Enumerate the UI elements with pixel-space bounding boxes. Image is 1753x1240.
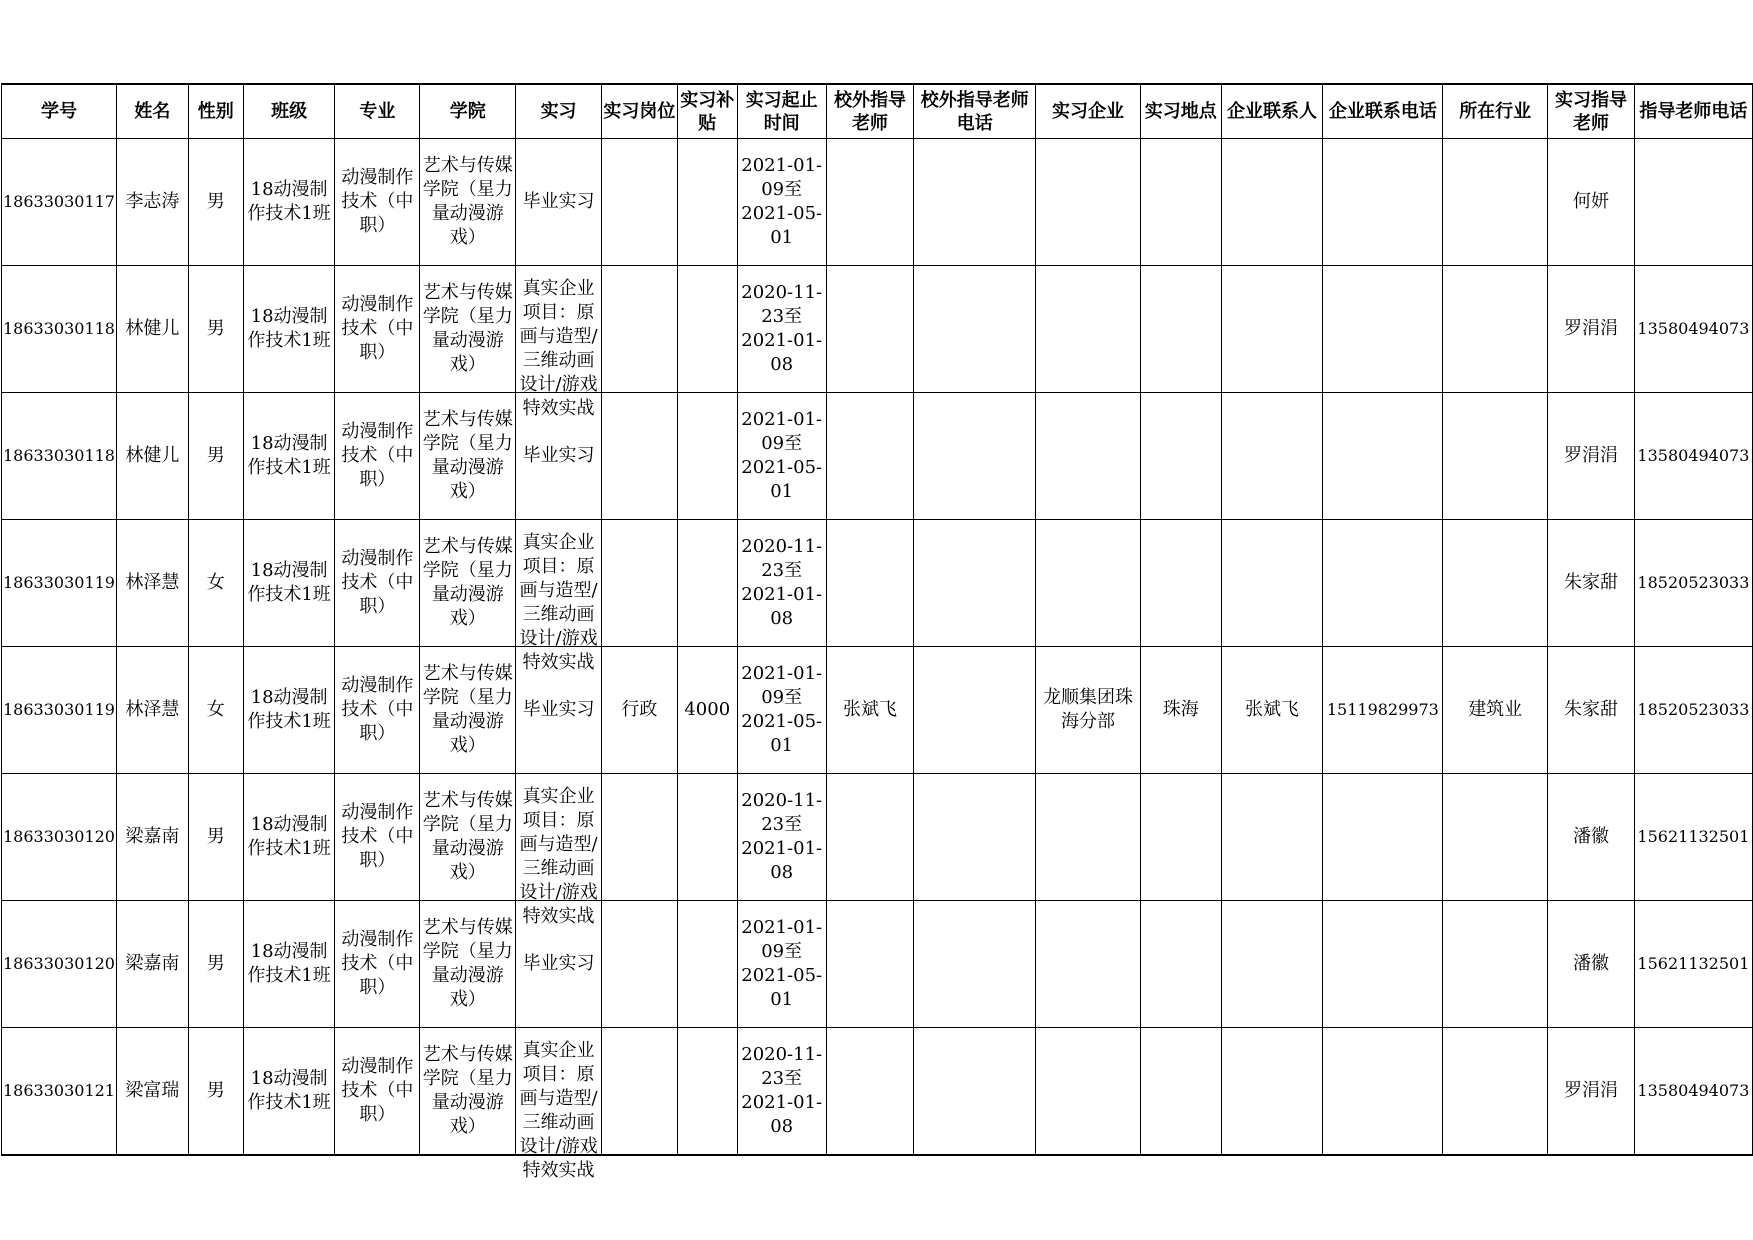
column-header-position: 实习岗位 — [601, 84, 677, 139]
cell-college — [420, 139, 516, 266]
cell-text: 行政 — [621, 699, 658, 720]
cell-text: 动漫制作技术（中职） — [341, 929, 414, 998]
column-header-ext_teacher: 校外指导老师 — [826, 84, 914, 139]
cell-contact-phone — [1323, 520, 1443, 647]
cell-major — [335, 1028, 420, 1155]
cell-teacher — [1548, 901, 1635, 1028]
table-row — [2, 901, 1753, 1028]
cell-text: 15621132501 — [1637, 954, 1750, 973]
table-row — [2, 1028, 1753, 1155]
cell-teacher-phone — [1634, 139, 1752, 266]
cell-subsidy — [677, 647, 737, 774]
cell-text: 13580494073 — [1637, 446, 1750, 465]
cell-text: 毕业实习 — [522, 953, 595, 974]
cell-text: 罗涓涓 — [1563, 445, 1618, 466]
cell-subsidy — [677, 520, 737, 647]
cell-subsidy — [677, 393, 737, 520]
cell-text: 潘徽 — [1572, 826, 1609, 847]
cell-text: 男 — [206, 445, 225, 466]
column-header-subsidy: 实习补贴 — [677, 84, 737, 139]
cell-teacher-phone — [1634, 901, 1752, 1028]
cell-teacher — [1548, 520, 1635, 647]
cell-industry — [1443, 393, 1548, 520]
cell-major — [335, 266, 420, 393]
cell-text: 林泽慧 — [125, 699, 180, 720]
cell-period — [737, 1028, 826, 1155]
cell-text: 2021-01-09至2021-05-01 — [741, 917, 823, 1010]
cell-company — [1036, 647, 1141, 774]
cell-ext-teacher — [826, 901, 914, 1028]
cell-text: 18动漫制作技术1班 — [247, 560, 331, 605]
cell-teacher-phone — [1634, 774, 1752, 901]
cell-text: 朱家甜 — [1563, 572, 1618, 593]
cell-text: 李志涛 — [125, 191, 180, 212]
cell-text: 毕业实习 — [522, 699, 595, 720]
cell-period — [737, 901, 826, 1028]
cell-location — [1140, 774, 1221, 901]
cell-text: 真实企业项目：原画与造型/三维动画设计/游戏特效实战 — [519, 278, 598, 419]
cell-ext-phone — [914, 393, 1036, 520]
cell-period — [737, 266, 826, 393]
cell-location — [1140, 139, 1221, 266]
table-row — [2, 393, 1753, 520]
cell-ext-teacher — [826, 1028, 914, 1155]
cell-company — [1036, 1028, 1141, 1155]
cell-class — [243, 901, 335, 1028]
cell-contact-phone — [1323, 774, 1443, 901]
cell-id — [2, 647, 117, 774]
cell-company — [1036, 520, 1141, 647]
cell-text: 15621132501 — [1637, 827, 1750, 846]
cell-industry — [1443, 1028, 1548, 1155]
cell-class — [243, 393, 335, 520]
column-header-ext_phone: 校外指导老师电话 — [914, 84, 1036, 139]
cell-college — [420, 774, 516, 901]
cell-text: 18633030120 — [3, 827, 115, 846]
cell-text: 罗涓涓 — [1563, 318, 1618, 339]
cell-text: 真实企业项目：原画与造型/三维动画设计/游戏特效实战 — [519, 786, 598, 927]
cell-text: 男 — [206, 953, 225, 974]
cell-text: 15119829973 — [1326, 700, 1439, 719]
cell-text: 珠海 — [1162, 699, 1199, 720]
cell-location — [1140, 393, 1221, 520]
cell-text: 18633030118 — [3, 319, 115, 338]
cell-text: 男 — [206, 191, 225, 212]
cell-text: 4000 — [684, 699, 731, 720]
column-header-period: 实习起止时间 — [737, 84, 826, 139]
cell-teacher — [1548, 393, 1635, 520]
cell-text: 男 — [206, 318, 225, 339]
cell-text: 18动漫制作技术1班 — [247, 814, 331, 859]
cell-text: 动漫制作技术（中职） — [341, 802, 414, 871]
cell-id — [2, 774, 117, 901]
cell-name — [116, 1028, 188, 1155]
cell-position — [601, 901, 677, 1028]
cell-position — [601, 647, 677, 774]
cell-text: 张斌飞 — [843, 699, 898, 720]
table-row — [2, 139, 1753, 266]
cell-gender — [188, 520, 243, 647]
column-header-gender: 性别 — [188, 84, 243, 139]
cell-college — [420, 901, 516, 1028]
cell-college — [420, 647, 516, 774]
cell-ext-teacher — [826, 520, 914, 647]
cell-major — [335, 647, 420, 774]
cell-text: 建筑业 — [1468, 699, 1523, 720]
cell-major — [335, 520, 420, 647]
cell-industry — [1443, 647, 1548, 774]
cell-subsidy — [677, 266, 737, 393]
cell-text: 18动漫制作技术1班 — [247, 941, 331, 986]
cell-text: 梁嘉南 — [125, 826, 180, 847]
cell-text: 13580494073 — [1637, 319, 1750, 338]
cell-contact — [1221, 774, 1323, 901]
cell-text: 林健儿 — [125, 445, 180, 466]
cell-text: 18633030119 — [3, 573, 115, 592]
cell-text: 18动漫制作技术1班 — [247, 687, 331, 732]
cell-period — [737, 774, 826, 901]
cell-class — [243, 647, 335, 774]
cell-internship — [516, 266, 602, 419]
cell-internship — [516, 1028, 602, 1181]
cell-gender — [188, 901, 243, 1028]
cell-class — [243, 139, 335, 266]
cell-text: 13580494073 — [1637, 1080, 1750, 1100]
cell-location — [1140, 901, 1221, 1028]
column-header-teacher: 实习指导老师 — [1548, 84, 1635, 139]
cell-text: 动漫制作技术（中职） — [341, 548, 414, 617]
cell-class — [243, 266, 335, 393]
cell-gender — [188, 393, 243, 520]
cell-period — [737, 139, 826, 266]
cell-text: 真实企业项目：原画与造型/三维动画设计/游戏特效实战 — [519, 532, 598, 673]
cell-text: 艺术与传媒学院（星力量动漫游戏） — [422, 282, 513, 375]
cell-text: 真实企业项目：原画与造型/三维动画设计/游戏特效实战 — [519, 1039, 598, 1181]
cell-id — [2, 139, 117, 266]
cell-text: 动漫制作技术（中职） — [341, 421, 414, 490]
cell-internship — [516, 774, 602, 927]
cell-text: 林泽慧 — [125, 572, 180, 593]
cell-text: 18动漫制作技术1班 — [247, 1067, 331, 1113]
cell-teacher — [1548, 139, 1635, 266]
cell-contact-phone — [1323, 647, 1443, 774]
cell-text: 18633030119 — [3, 700, 115, 719]
cell-company — [1036, 266, 1141, 393]
cell-company — [1036, 901, 1141, 1028]
cell-contact-phone — [1323, 901, 1443, 1028]
cell-location — [1140, 1028, 1221, 1155]
cell-teacher — [1548, 1028, 1635, 1155]
cell-text: 艺术与传媒学院（星力量动漫游戏） — [422, 917, 513, 1010]
cell-id — [2, 520, 117, 647]
cell-text: 艺术与传媒学院（星力量动漫游戏） — [422, 536, 513, 629]
cell-internship — [516, 520, 602, 673]
cell-contact — [1221, 393, 1323, 520]
cell-text: 18动漫制作技术1班 — [247, 179, 331, 224]
cell-name — [116, 266, 188, 393]
cell-major — [335, 901, 420, 1028]
cell-ext-teacher — [826, 393, 914, 520]
cell-text: 艺术与传媒学院（星力量动漫游戏） — [422, 663, 513, 756]
cell-text: 罗涓涓 — [1563, 1079, 1618, 1101]
cell-contact — [1221, 520, 1323, 647]
cell-text: 2021-01-09至2021-05-01 — [741, 409, 823, 502]
cell-gender — [188, 266, 243, 393]
cell-major — [335, 139, 420, 266]
column-header-major: 专业 — [335, 84, 420, 139]
cell-contact — [1221, 266, 1323, 393]
column-header-internship: 实习 — [516, 84, 602, 139]
cell-contact-phone — [1323, 139, 1443, 266]
cell-company — [1036, 139, 1141, 266]
column-header-contact_phone: 企业联系电话 — [1323, 84, 1443, 139]
cell-text: 艺术与传媒学院（星力量动漫游戏） — [422, 790, 513, 883]
cell-text: 动漫制作技术（中职） — [341, 294, 414, 363]
cell-company — [1036, 774, 1141, 901]
cell-text: 2020-11-23至2021-01-08 — [741, 282, 823, 375]
cell-text: 男 — [206, 1079, 225, 1101]
cell-industry — [1443, 901, 1548, 1028]
cell-location — [1140, 266, 1221, 393]
cell-gender — [188, 1028, 243, 1155]
cell-text: 毕业实习 — [522, 445, 595, 466]
cell-location — [1140, 647, 1221, 774]
cell-text: 朱家甜 — [1563, 699, 1618, 720]
cell-text: 艺术与传媒学院（星力量动漫游戏） — [422, 155, 513, 248]
column-header-id: 学号 — [2, 84, 117, 139]
cell-teacher — [1548, 266, 1635, 393]
cell-subsidy — [677, 139, 737, 266]
cell-ext-teacher — [826, 139, 914, 266]
cell-position — [601, 774, 677, 901]
cell-text: 毕业实习 — [522, 191, 595, 212]
cell-period — [737, 520, 826, 647]
cell-ext-phone — [914, 1028, 1036, 1155]
cell-gender — [188, 774, 243, 901]
cell-teacher-phone — [1634, 647, 1752, 774]
cell-industry — [1443, 266, 1548, 393]
cell-gender — [188, 647, 243, 774]
column-header-class: 班级 — [243, 84, 335, 139]
cell-text: 动漫制作技术（中职） — [341, 167, 414, 236]
cell-subsidy — [677, 1028, 737, 1155]
cell-name — [116, 393, 188, 520]
cell-ext-phone — [914, 520, 1036, 647]
cell-text: 2020-11-23至2021-01-08 — [741, 790, 823, 883]
cell-ext-phone — [914, 901, 1036, 1028]
cell-period — [737, 393, 826, 520]
cell-text: 18633030120 — [3, 954, 115, 973]
cell-id — [2, 901, 117, 1028]
cell-position — [601, 393, 677, 520]
cell-contact-phone — [1323, 1028, 1443, 1155]
cell-teacher-phone — [1634, 1028, 1752, 1155]
cell-teacher-phone — [1634, 266, 1752, 393]
cell-name — [116, 774, 188, 901]
cell-name — [116, 139, 188, 266]
cell-text: 梁嘉南 — [125, 953, 180, 974]
cell-text: 18520523033 — [1637, 700, 1750, 719]
cell-ext-phone — [914, 266, 1036, 393]
cell-position — [601, 139, 677, 266]
cell-industry — [1443, 139, 1548, 266]
cell-class — [243, 520, 335, 647]
cell-id — [2, 393, 117, 520]
cell-text: 动漫制作技术（中职） — [341, 675, 414, 744]
cell-text: 18动漫制作技术1班 — [247, 433, 331, 478]
cell-text: 男 — [206, 826, 225, 847]
cell-text: 林健儿 — [125, 318, 180, 339]
cell-industry — [1443, 774, 1548, 901]
cell-subsidy — [677, 774, 737, 901]
cell-text: 女 — [206, 572, 225, 593]
column-header-teacher_phone: 指导老师电话 — [1634, 84, 1752, 139]
cell-position — [601, 266, 677, 393]
cell-id — [2, 266, 117, 393]
cell-name — [116, 520, 188, 647]
cell-contact-phone — [1323, 266, 1443, 393]
cell-major — [335, 774, 420, 901]
cell-name — [116, 901, 188, 1028]
table-row — [2, 774, 1753, 901]
column-header-industry: 所在行业 — [1443, 84, 1548, 139]
cell-text: 梁富瑞 — [125, 1079, 180, 1101]
internship-table — [1, 83, 1753, 1181]
cell-text: 18633030118 — [3, 446, 115, 465]
table-row — [2, 266, 1753, 393]
cell-internship — [516, 139, 602, 266]
cell-text: 18动漫制作技术1班 — [247, 306, 331, 351]
cell-ext-phone — [914, 774, 1036, 901]
cell-text: 何妍 — [1572, 191, 1609, 212]
cell-id — [2, 1028, 117, 1155]
cell-major — [335, 393, 420, 520]
cell-position — [601, 520, 677, 647]
cell-text: 2021-01-09至2021-05-01 — [741, 663, 823, 756]
cell-text: 龙顺集团珠海分部 — [1042, 687, 1133, 732]
cell-ext-teacher — [826, 774, 914, 901]
cell-text: 18633030117 — [3, 192, 115, 211]
table-row — [2, 520, 1753, 647]
cell-text: 张斌飞 — [1244, 699, 1299, 720]
cell-contact — [1221, 1028, 1323, 1155]
cell-text: 潘徽 — [1572, 953, 1609, 974]
column-header-contact: 企业联系人 — [1221, 84, 1323, 139]
cell-text: 艺术与传媒学院（星力量动漫游戏） — [422, 1043, 513, 1137]
cell-ext-phone — [914, 647, 1036, 774]
cell-gender — [188, 139, 243, 266]
cell-period — [737, 647, 826, 774]
cell-text: 动漫制作技术（中职） — [341, 1055, 414, 1125]
cell-teacher-phone — [1634, 520, 1752, 647]
cell-text: 18520523033 — [1637, 573, 1750, 592]
cell-name — [116, 647, 188, 774]
cell-text: 2021-01-09至2021-05-01 — [741, 155, 823, 248]
cell-teacher — [1548, 774, 1635, 901]
cell-teacher-phone — [1634, 393, 1752, 520]
header-row — [2, 84, 1753, 139]
cell-text: 2020-11-23至2021-01-08 — [741, 1043, 823, 1137]
cell-text: 2020-11-23至2021-01-08 — [741, 536, 823, 629]
column-header-company: 实习企业 — [1036, 84, 1141, 139]
table-row — [2, 647, 1753, 774]
column-header-name: 姓名 — [116, 84, 188, 139]
cell-class — [243, 1028, 335, 1155]
cell-text: 18633030121 — [3, 1080, 115, 1100]
cell-position — [601, 1028, 677, 1155]
column-header-location: 实习地点 — [1140, 84, 1221, 139]
cell-contact — [1221, 901, 1323, 1028]
cell-college — [420, 520, 516, 647]
column-header-college: 学院 — [420, 84, 516, 139]
cell-teacher — [1548, 647, 1635, 774]
cell-industry — [1443, 520, 1548, 647]
cell-ext-phone — [914, 139, 1036, 266]
cell-subsidy — [677, 901, 737, 1028]
cell-ext-teacher — [826, 266, 914, 393]
cell-college — [420, 1028, 516, 1155]
cell-college — [420, 393, 516, 520]
cell-text: 女 — [206, 699, 225, 720]
cell-ext-teacher — [826, 647, 914, 774]
cell-class — [243, 774, 335, 901]
cell-contact-phone — [1323, 393, 1443, 520]
cell-contact — [1221, 647, 1323, 774]
cell-company — [1036, 393, 1141, 520]
cell-college — [420, 266, 516, 393]
cell-text: 艺术与传媒学院（星力量动漫游戏） — [422, 409, 513, 502]
cell-location — [1140, 520, 1221, 647]
cell-contact — [1221, 139, 1323, 266]
